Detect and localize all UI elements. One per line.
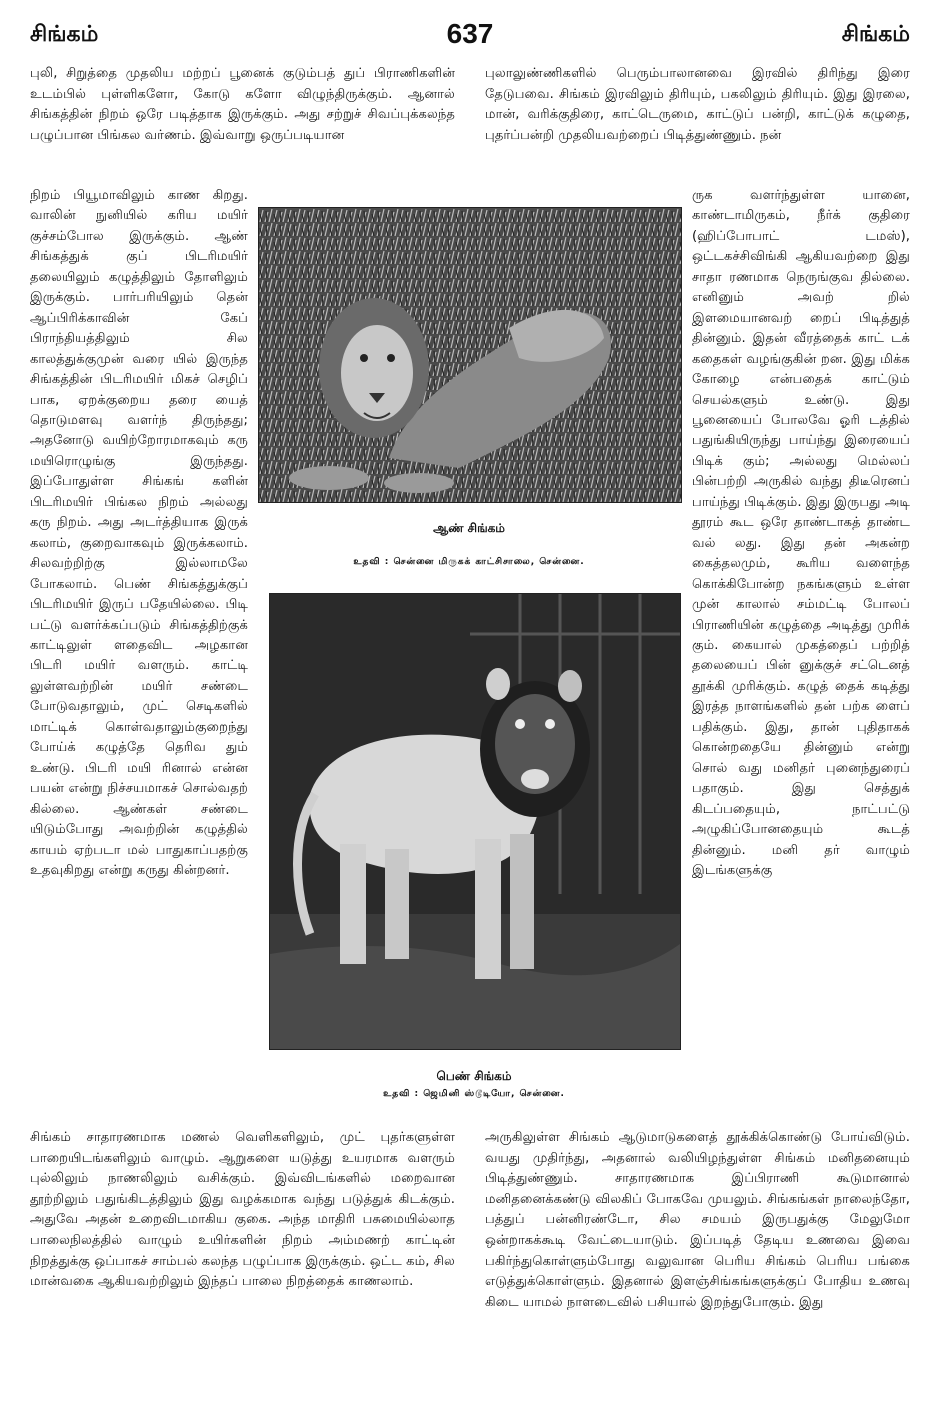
lioness-photo	[269, 593, 681, 1050]
paragraph-text: நிறம் பியூமாவிலும் காண கிறது. வாலின் நுனியில் கரிய மயிர் குச்சம்போல இருக்கும். ஆண் சிங்கத்துக் குப் பிடரிமயிர் தலையிலும் கழுத்திலும் தோளிலும் இருக்கும். பார்பரியிலும் தென் ஆப்பிரிக்காவின் கேப் பிராந்தியத்திலும் சில காலத்துக்குமுன் வரை யில் இருந்த சிங்கத்தின் பிடரிமயிர் மிகச் செழிப் பாக, ஏறக்குறைய தரை யைத் தொடுமளவு வளர்ந் திருந்தது; அதனோடு வயிற்றோரமாகவும் கரு மயிரொழுங்கு இருந்தது. இப்போதுள்ள சிங்கங் களின் பிடரிமயிர் பிங்கல நிறம் அல்லது கரு நிறம். அது அடர்த்தியாக இருக் கலாம், குறைவாகவும் இருக்கலாம். சிலவற்றிற்கு இல்லாமலே போகலாம். பெண் சிங்கத்துக்குப் பிடரிமயிர் இருப் பதேயில்லை. பிடி பட்டு வளர்க்கப்படும் சிங்கத்திற்குக் காட்டிலுள் ளதைவிட அழகான பிடரி மயிர் வளரும். காட்டி லுள்ளவற்றின் மயிர் சண்டை போடுவதாலும், முட் செடிகளில் மாட்டிக் கொள்வதாலும்குறைந்து போய்க் கழுத்தே தெரிவ தும் உண்டு. பிடரி மயி ரினால் என்ன பயன் என்று நிச்சயமாகச் சொல்வதற் கில்லை. ஆண்கள் சண்டை யிடும்போது அவற்றின் கழுத்தில் காயம் ஏற்படா மல் பாதுகாப்பதற்கு உதவுகிறது என்று கருது கின்றனர்.	[30, 188, 248, 878]
male-lion-photo	[258, 207, 682, 503]
figure2-caption: பெண் சிங்கம்	[436, 1069, 512, 1083]
paragraph-habitat	[30, 1128, 455, 1293]
narrow-column-right	[692, 186, 910, 881]
paragraph-text: புலாலுண்ணிகளில் பெரும்பாலானவை இரவில் திரிந்து இரை தேடுபவை. சிங்கம் இரவிலும் திரியும், பகலிலும் திரியும். இது இரலை, மான், வரிக்குதிரை, காட்டெருமை, காட்டுப் பன்றி, காட்டுக் கழுதை, புதர்ப்பன்றி முதலியவற்றைப் பிடித்துண்ணும். நன்	[485, 66, 910, 143]
figure1-caption: ஆண் சிங்கம்	[433, 521, 505, 535]
running-head-left: சிங்கம்	[30, 22, 99, 47]
paragraph-intro-right	[485, 64, 910, 146]
paragraph-text: ருக வளர்ந்துள்ள யானை, காண்டாமிருகம், நீர்க் குதிரை (ஹிப்போபாட் டமஸ்), ஒட்டகச்சிவிங்கி ஆகியவற்றை இது சாதா ரணமாக நெருங்குவ தில்லை. எனினும் அவற் றில் இளமையானவற் றைப் பிடித்துத் தின்னும். இதன் வீரத்தைக் காட் டக் கதைகள் வழங்குகின் றன. இது மிக்க கோழை என்பதைக் காட்டும் செயல்களும் உண்டு. இது பூனையைப் போலவே ஓரி டத்தில் பதுங்கியிருந்து பாய்ந்து இரையைப் பிடிக் கும்; அல்லது மெல்லப் பின்பற்றி அருகில் வந்து திடீரெனப் பாய்ந்து பிடிக்கும். இது இருபது அடி தூரம் கூட ஒரே தாண்டாகத் தாண்ட வல் லது. இது தன் அகன்ற கைத்தலமும், கூரிய வளைந்த கொக்கிபோன்ற நகங்களும் உள்ள முன் காலால் சம்மட்டி போலப் பிராணியின் கழுத்தை அடித்து முரிக் கும். கையால் முகத்தைப் பற்றித் தலையைப் பின் னுக்குச் சட்டெனத் தூக்கி முரிக்கும். கழுத் தைக் கடித்து இரத்த நாளங்களில் தன் பற்க ளைப் பதிக்கும். இது, தான் புதிதாகக் கொன்றதையே தின்னும் என்று சொல் வது மனிதர் புனைந்துரைப் பதாகும். இது செத்துக் கிடப்பதையும், நாட்பட்டு அழுகிப்போனதையும் கூடத் தின்னும். மனி தர் வாழும் இடங்களுக்கு	[692, 188, 910, 878]
figure2-credit: உதவி : ஜெமினி ஸ்டூடியோ, சென்னை.	[383, 1089, 565, 1099]
paragraph-hunting	[485, 1128, 910, 1313]
paragraph-intro-left	[30, 64, 455, 146]
figure1-credit: உதவி : சென்னை மிருகக் காட்சிசாலை, சென்னை.	[353, 557, 585, 567]
paragraph-text: அருகிலுள்ள சிங்கம் ஆடுமாடுகளைத் தூக்கிக்கொண்டு போய்விடும். வயது முதிர்ந்து, அதனால் வலியிழந்துள்ள சிங்கம் மனிதனையும் பிடித்துண்ணும். சாதாரணமாக இப்பிராணி கூடுமானால் மனிதனைக்கண்டு விலகிப் போகவே முயலும். சிங்கங்கள் நாலைந்தோ, பத்துப் பன்னிரண்டோ, சில சமயம் இருபதுக்கு மேலுமோ ஒன்றாகக்கூடி வேட்டையாடும். இப்படித் தேடிய உணவை இவை பகிர்ந்துகொள்ளும்போது வலுவான பெரிய சிங்கம் பெரிய பங்கை எடுத்துக்கொள்ளும். இதனால் இளஞ்சிங்கங்களுக்குப் போதிய உணவு கிடை யாமல் நாளடைவில் பசியால் இறந்துபோகும். இது	[485, 1130, 910, 1310]
paragraph-text: புலி, சிறுத்தை முதலிய மற்றப் பூனைக் குடும்பத் துப் பிராணிகளின் உடம்பில் புள்ளிகளோ, கோடு களோ விழுந்திருக்கும். ஆனால் சிங்கத்தின் நிறம் ஒரே படித்தாக இருக்கும். அது சற்றுச் சிவப்புக்கலந்த பழுப்பான பிங்கல வர்ணம். இவ்வாறு ஒருப்படியான	[30, 66, 455, 143]
page-number: 637	[446, 18, 494, 49]
running-head-right: சிங்கம்	[841, 22, 910, 47]
paragraph-text: சிங்கம் சாதாரணமாக மணல் வெளிகளிலும், முட் புதர்களுள்ள பாறையிடங்களிலும் வாழும். ஆறுகளை யடுத்து உயரமாக வளரும் புல்லிலும் நாணலிலும் வசிக்கும். இவ்விடங்களில் மறைவான தூற்றிலும் பதுங்கிடத்திலும் இது வழக்கமாக வந்து படுத்துக் கிடக்கும். அதுவே அதன் உறைவிடமாகிய குகை. அந்த மாதிரி பசுமையில்லாத பாலைநிலத்தில் வாழும் உயிர்களின் நிறம் அம்மணற் காட்டின் நிறத்துக்கு ஒப்பாகச் சாம்பல் கலந்த பழுப்பாக இருக்கும். ஒட்ட கம், சில மான்வகை ஆகியவற்றிலும் இந்தப் பாலை நிறத்தைக் காணலாம்.	[30, 1130, 455, 1290]
narrow-column-left	[30, 186, 248, 881]
